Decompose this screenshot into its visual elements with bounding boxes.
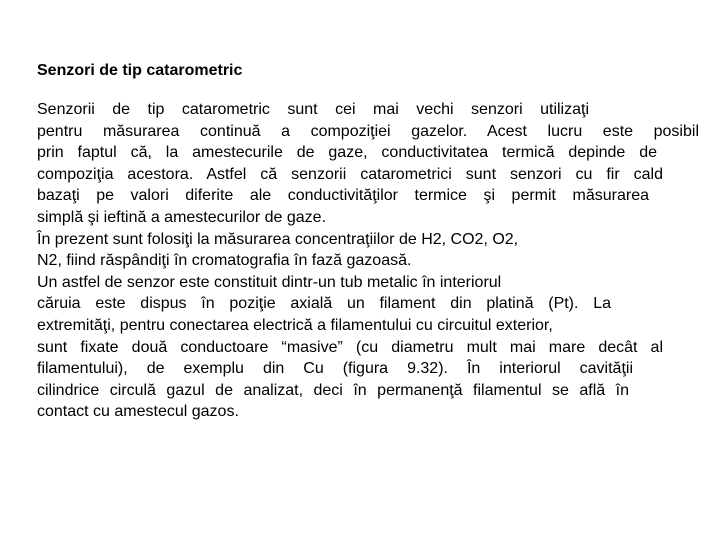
text-line: căruia este dispus în poziţie axială un filament din platină (Pt). La — [37, 295, 611, 313]
text-line: contact cu amestecul gazos. — [37, 403, 239, 421]
text-line: compoziţia acestora. Astfel că senzorii catarometrici sunt senzori cu fir cald — [37, 165, 663, 183]
text-line: pentru măsurarea continuă a compoziţiei gazelor. Acest lucru este posibil — [37, 122, 699, 140]
text-line: Un astfel de senzor este constituit dintr-un tub metalic în interiorul — [37, 273, 502, 291]
text-line: prin faptul că, la amestecurile de gaze, conductivitatea termică depinde de — [37, 144, 657, 162]
text-line: bazaţi pe valori diferite ale conductivităţilor termice şi permit măsurarea — [37, 187, 649, 205]
text-line: N2, fiind răspândiţi în cromatografia în fază gazoasă. — [37, 252, 412, 270]
text-line: extremităţi, pentru conectarea electrică a filamentului cu circuitul exterior, — [37, 316, 553, 334]
text-line: sunt fixate două conductoare “masive” (cu diametru mult mai mare decât al — [37, 338, 663, 356]
text-line: cilindrice circulă gazul de analizat, deci în permanenţă filamentul se află în — [37, 381, 629, 399]
text-line: filamentului), de exemplu din Cu (figura 9.32). În interiorul cavităţii — [37, 360, 633, 378]
page-title: Senzori de tip catarometric — [37, 62, 243, 79]
text-line: În prezent sunt folosiţi la măsurarea concentraţiilor de H2, CO2, O2, — [37, 230, 519, 248]
text-line: Senzorii de tip catarometric sunt cei mai vechi senzori utilizaţi — [37, 101, 589, 118]
body-text — [37, 99, 699, 423]
text-line: simplă şi ieftină a amestecurilor de gaze. — [37, 208, 327, 226]
